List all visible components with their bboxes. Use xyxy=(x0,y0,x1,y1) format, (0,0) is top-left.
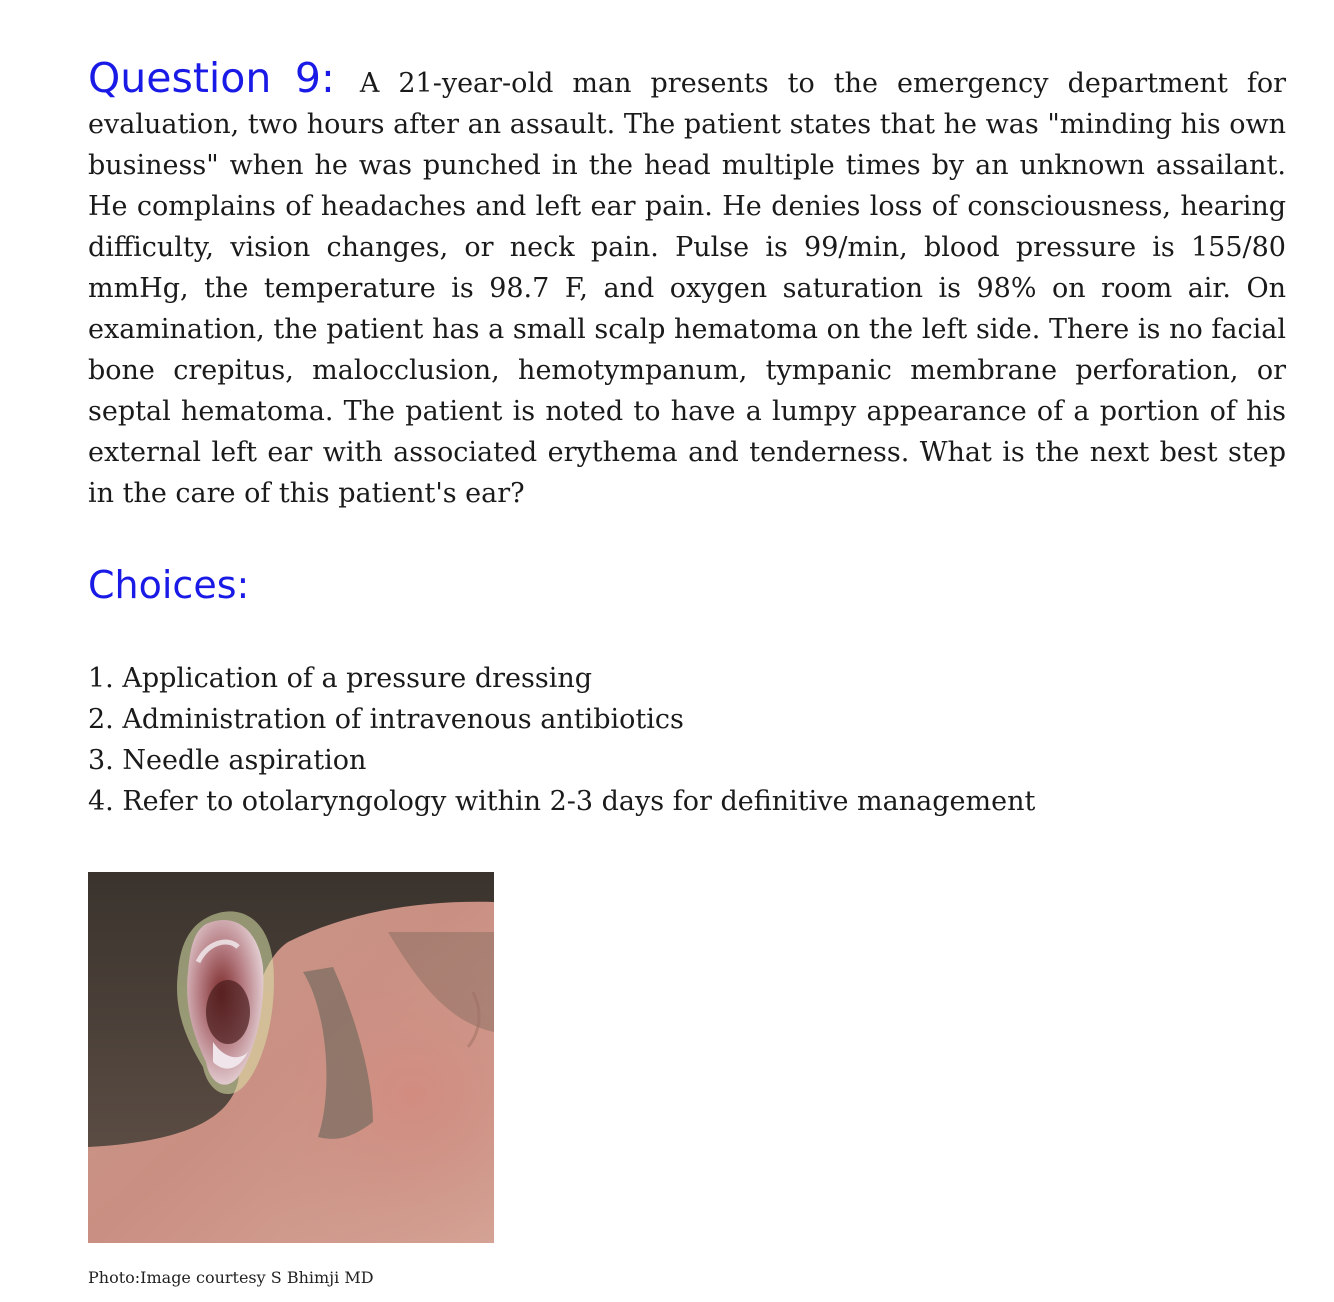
photo-caption: Photo:Image courtesy S Bhimji MD xyxy=(88,1268,374,1287)
question-page xyxy=(88,54,1286,1289)
choice-item: 2. Administration of intravenous antibiotics xyxy=(88,704,684,735)
choice-item: 1. Application of a pressure dressing xyxy=(88,663,593,694)
question-block xyxy=(88,54,1286,514)
choices-heading: Choices: xyxy=(88,563,250,607)
question-text: A 21-year-old man presents to the emergency department for evaluation, two hours after an assault. The patient states that he was "minding his own business" when he was punched in the head multiple times by an unknown assailant. He complains of headaches and left ear pain. He denies loss of consciousness, hearing difficulty, vision changes, or neck pain. Pulse is 99/min, blood pressure is 155/80 mmHg, the temperature is 98.7 F, and oxygen saturation is 98% on room air. On examination, the patient has a small scalp hematoma on the left side. There is no facial bone crepitus, malocclusion, hemotympanum, tympanic membrane perforation, or septal hematoma. The patient is noted to have a lumpy appearance of a portion of his external left ear with associated erythema and tenderness. What is the next best step in the care of this patient's ear? xyxy=(88,68,1286,509)
choice-item: 4. Refer to otolaryngology within 2-3 days for definitive management xyxy=(88,786,1036,817)
ear-photo xyxy=(88,872,494,1243)
question-label: Question 9: xyxy=(88,54,335,102)
choice-item: 3. Needle aspiration xyxy=(88,745,367,776)
choices-list xyxy=(88,658,1286,822)
